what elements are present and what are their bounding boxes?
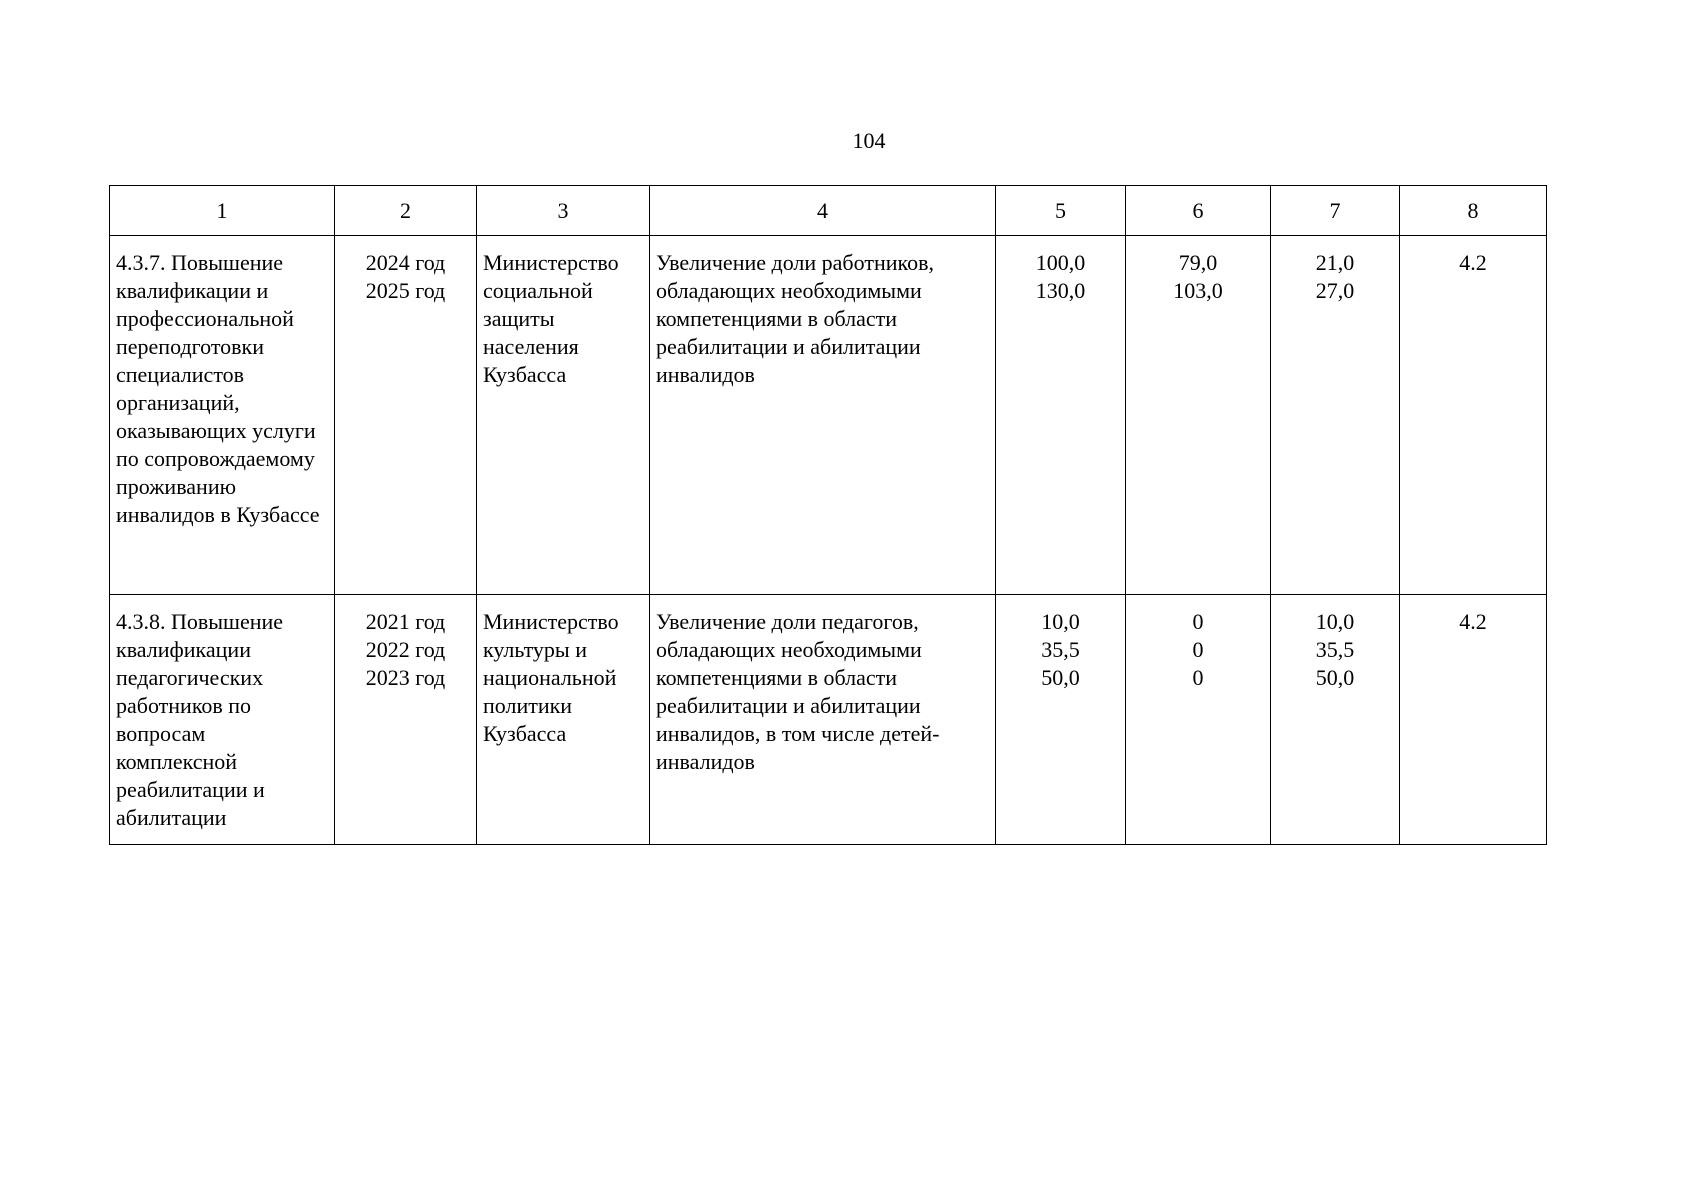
column-header: 4 [650,186,996,236]
result-cell: Увеличение доли педагогов, обладающих необходимыми компетенциями в области реабилитации и абилитации инвалидов, в том числе детей-инвалидов [650,595,996,845]
years-cell: 2024 год 2025 год [335,236,477,595]
table-header-row [110,186,1547,236]
value-cell-6: 0 0 0 [1126,595,1271,845]
executor-cell: Министерство культуры и национальной политики Кузбасса [477,595,650,845]
measure-cell: 4.3.7. Повышение квалификации и профессиональной переподготовки специалистов организаций, оказывающих услуги по сопровождаемому проживанию инвалидов в Кузбассе [110,236,335,595]
measures-table [109,185,1547,845]
value-cell-5: 100,0 130,0 [996,236,1126,595]
column-header: 7 [1271,186,1400,236]
column-header: 3 [477,186,650,236]
column-header: 8 [1400,186,1547,236]
page-number: 104 [852,128,886,153]
executor-cell: Министерство социальной защиты населения Кузбасса [477,236,650,595]
indicator-cell: 4.2 [1400,236,1547,595]
value-cell-7: 21,0 27,0 [1271,236,1400,595]
table-row [110,236,1547,595]
column-header: 2 [335,186,477,236]
result-cell: Увеличение доли работников, обладающих необходимыми компетенциями в области реабилитации и абилитации инвалидов [650,236,996,595]
indicator-cell: 4.2 [1400,595,1547,845]
column-header: 6 [1126,186,1271,236]
value-cell-7: 10,0 35,5 50,0 [1271,595,1400,845]
column-header: 1 [110,186,335,236]
measure-cell: 4.3.8. Повышение квалификации педагогических работников по вопросам комплексной реабилитации и абилитации [110,595,335,845]
column-header: 5 [996,186,1126,236]
value-cell-6: 79,0 103,0 [1126,236,1271,595]
value-cell-5: 10,0 35,5 50,0 [996,595,1126,845]
years-cell: 2021 год 2022 год 2023 год [335,595,477,845]
table-row [110,595,1547,845]
